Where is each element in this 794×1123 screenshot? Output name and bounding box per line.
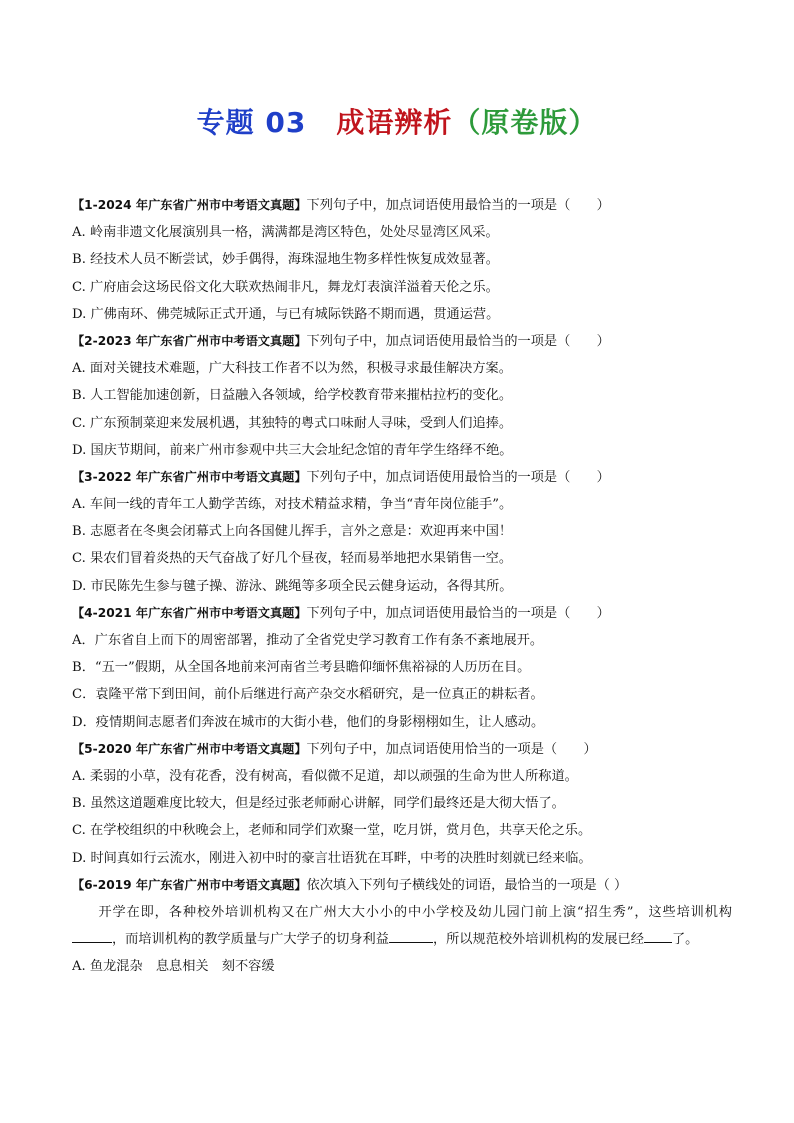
question-2-stem: 下列句子中，加点词语使用最恰当的一项是（ ）	[306, 333, 610, 349]
question-2-option-d: D. 国庆节期间，前来广州市参观中共三大会址纪念馆的青年学生络绎不绝。	[72, 442, 513, 458]
question-5-option-d: D. 时间真如行云流水，刚进入初中时的豪言壮语犹在耳畔，中考的决胜时刻就已经来临。	[72, 850, 592, 866]
question-6-stem: 依次填入下列句子横线处的词语，最恰当的一项是（ ）	[306, 877, 628, 893]
question-2-header	[72, 328, 732, 355]
question-1-option-d: D. 广佛南环、佛莞城际正式开通，与已有城际铁路不期而遇，贯通运营。	[72, 306, 500, 322]
question-5-stem: 下列句子中，加点词语使用恰当的一项是（ ）	[306, 741, 597, 757]
question-1-source: 【1-2024 年广东省广州市中考语文真题】	[72, 198, 307, 212]
question-4-stem: 下列句子中，加点词语使用最恰当的一项是（ ）	[306, 605, 610, 621]
page-title	[0, 103, 794, 143]
question-3-option-a: A. 车间一线的青年工人勤学苦练，对技术精益求精，争当“青年岗位能手”。	[72, 497, 513, 513]
question-3-source: 【3-2022 年广东省广州市中考语文真题】	[72, 469, 307, 484]
question-6-header	[72, 872, 732, 899]
question-1-header	[72, 192, 732, 219]
title-topic-name: 成语辨析	[336, 106, 453, 139]
question-3-option-c: C. 果农们冒着炎热的天气奋战了好几个昼夜，轻而易举地把水果销售一空。	[72, 551, 513, 567]
fill-blank-1	[72, 928, 112, 943]
question-3-stem: 下列句子中，加点词语使用最恰当的一项是（ ）	[306, 469, 610, 485]
question-list	[72, 192, 732, 980]
question-5-option-a: A. 柔弱的小草，没有花香，没有树高，看似微不足道，却以顽强的生命为世人所称道。	[72, 768, 578, 784]
question-4-option-b: B．“五一”假期，从全国各地前来河南省兰考县瞻仰缅怀焦裕禄的人历历在目。	[72, 660, 531, 676]
question-5-option-c: C. 在学校组织的中秋晚会上，老师和同学们欢聚一堂，吃月饼，赏月色，共享天伦之乐。	[72, 823, 592, 839]
fill-blank-3	[644, 928, 672, 943]
question-6-source: 【6-2019 年广东省广州市中考语文真题】	[72, 877, 307, 892]
title-edition: （原卷版）	[452, 106, 598, 139]
question-6-passage	[72, 899, 732, 953]
question-4-source: 【4-2021 年广东省广州市中考语文真题】	[72, 605, 307, 620]
fill-blank-2	[389, 928, 433, 943]
question-2-option-a: A. 面对关键技术难题，广大科技工作者不以为然，积极寻求最佳解决方案。	[72, 361, 512, 377]
passage-part-2: ，而培训机构的教学质量与广大学子的切身利益	[112, 932, 389, 948]
question-5-header	[72, 736, 732, 763]
question-5-source: 【5-2020 年广东省广州市中考语文真题】	[72, 741, 307, 756]
question-5-option-b: B. 虽然这道题难度比较大，但是经过张老师耐心讲解，同学们最终还是大彻大悟了。	[72, 796, 565, 812]
question-4-option-a: A．广东省自上而下的周密部署，推动了全省党史学习教育工作有条不紊地展开。	[72, 633, 544, 648]
question-4-option-c: C．袁隆平常下到田间，前仆后继进行高产杂交水稻研究，是一位真正的耕耘者。	[72, 687, 544, 703]
question-3-header	[72, 464, 732, 491]
question-3-option-d: D. 市民陈先生参与毽子操、游泳、跳绳等多项全民云健身运动，各得其所。	[72, 578, 513, 594]
question-2-option-c: C. 广东预制菜迎来发展机遇，其独特的粤式口味耐人寻味，受到人们追捧。	[72, 415, 513, 431]
question-6-option-a: A. 鱼龙混杂 息息相关 刻不容缓	[72, 959, 275, 975]
passage-part-4: 了。	[671, 932, 699, 948]
title-topic-number: 专题 03	[196, 106, 307, 139]
question-3-option-b: B. 志愿者在冬奥会闭幕式上向各国健儿挥手，言外之意是：欢迎再来中国！	[72, 524, 513, 540]
question-2-option-b: B. 人工智能加速创新，日益融入各领域，给学校教育带来摧枯拉朽的变化。	[72, 388, 513, 404]
passage-part-3: ，所以规范校外培训机构的发展已经	[432, 932, 644, 948]
question-1-option-a: A. 岭南非遗文化展演别具一格，满满都是湾区特色，处处尽显湾区风采。	[72, 225, 499, 241]
question-2-source: 【2-2023 年广东省广州市中考语文真题】	[72, 333, 307, 348]
question-4-header	[72, 600, 732, 627]
question-1-option-b: B. 经技术人员不断尝试，妙手偶得，海珠湿地生物多样性恢复成效显著。	[72, 252, 499, 268]
question-1-stem: 下列句子中，加点词语使用最恰当的一项是（ ）	[306, 198, 610, 213]
question-4-option-d: D．疫情期间志愿者们奔波在城市的大街小巷，他们的身影栩栩如生，让人感动。	[72, 714, 545, 730]
passage-part-1: 开学在即，各种校外培训机构又在广州大大小小的中小学校及幼儿园门前上演“招生秀”，这些培训机构	[98, 904, 732, 920]
question-1-option-c: C. 广府庙会这场民俗文化大联欢热闹非凡，舞龙灯表演洋溢着天伦之乐。	[72, 279, 499, 295]
